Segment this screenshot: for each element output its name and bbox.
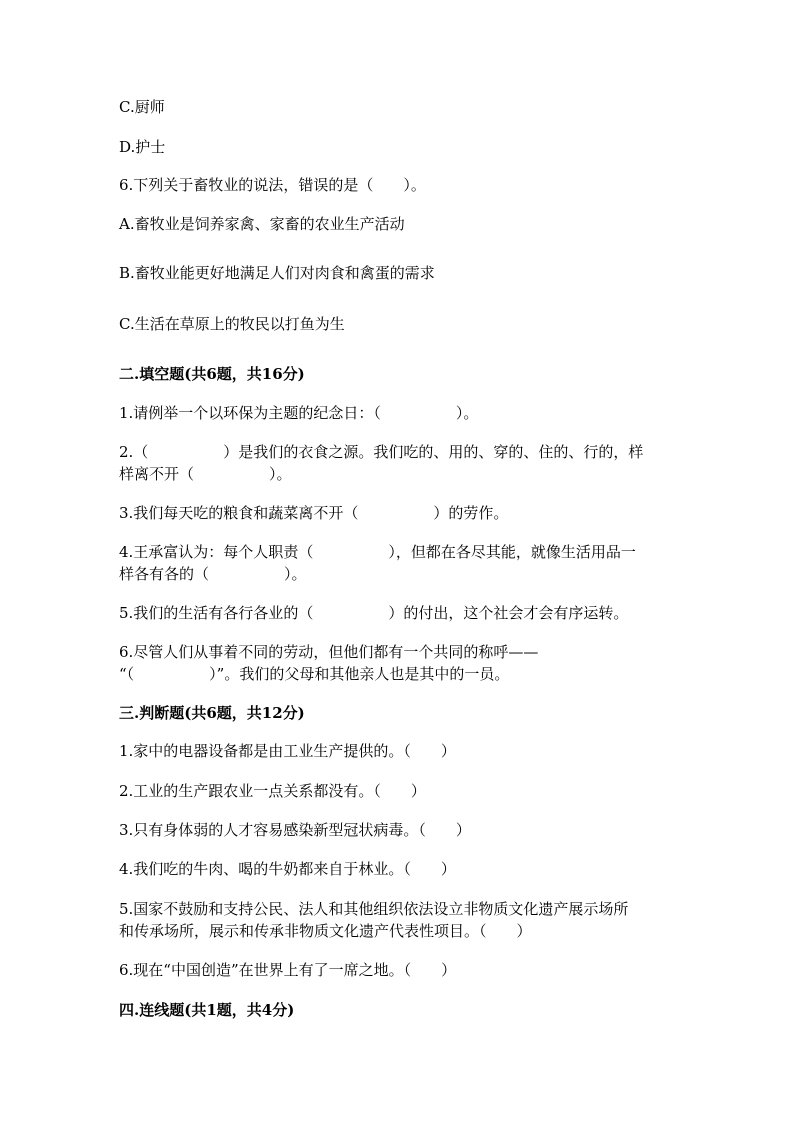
section-2-heading: 二.填空题(共6题，共16分) (119, 365, 305, 383)
option-c: C.厨师 (119, 98, 165, 116)
judge-question-4: 4.我们吃的牛肉、喝的牛奶都来自于林业。（ ） (119, 860, 456, 878)
section-3-heading: 三.判断题(共6题，共12分) (119, 704, 305, 722)
judge-question-1: 1.家中的电器设备都是由工业生产提供的。（ ） (119, 742, 456, 760)
question-6-option-a: A.畜牧业是饲养家禽、家畜的农业生产活动 (119, 215, 405, 233)
fill-question-5: 5.我们的生活有各行各业的（ ）的付出，这个社会才会有序运转。 (119, 604, 629, 622)
judge-question-5-line-2: 和传承场所，展示和传承非物质文化遗产代表性项目。（ ） (119, 922, 532, 940)
judge-question-3: 3.只有身体弱的人才容易感染新型冠状病毒。（ ） (119, 821, 471, 839)
question-6-option-c: C.生活在草原上的牧民以打鱼为生 (119, 315, 345, 333)
fill-question-3: 3.我们每天吃的粮食和蔬菜离不开（ ）的劳作。 (119, 504, 509, 522)
question-6-option-b: B.畜牧业能更好地满足人们对肉食和禽蛋的需求 (119, 264, 435, 282)
judge-question-6: 6.现在“中国创造”在世界上有了一席之地。（ ） (119, 961, 457, 979)
fill-question-4-line-2: 样各有各的（ ）。 (119, 565, 307, 583)
fill-question-4-line-1: 4.王承富认为：每个人职责（ ），但都在各尽其能，就像生活用品一 (119, 543, 636, 561)
option-d: D.护士 (119, 138, 166, 156)
fill-question-6-line-1: 6.尽管人们从事着不同的劳动，但他们都有一个共同的称呼—— (119, 643, 539, 661)
judge-question-5-line-1: 5.国家不鼓励和支持公民、法人和其他组织依法设立非物质文化遗产展示场所 (119, 900, 629, 918)
fill-question-6-line-2: “（ ）”。我们的父母和其他亲人也是其中的一员。 (119, 665, 510, 683)
question-6-stem: 6.下列关于畜牧业的说法，错误的是（ ）。 (119, 176, 426, 194)
fill-question-1: 1.请例举一个以环保为主题的纪念日：（ ）。 (119, 404, 479, 422)
section-4-heading: 四.连线题(共1题，共4分) (119, 1001, 295, 1019)
judge-question-2: 2.工业的生产跟农业一点关系都没有。（ ） (119, 782, 426, 800)
fill-question-2-line-2: 样离不开（ ）。 (119, 465, 292, 483)
fill-question-2-line-1: 2.（ ）是我们的衣食之源。我们吃的、用的、穿的、住的、行的，样 (119, 443, 644, 461)
